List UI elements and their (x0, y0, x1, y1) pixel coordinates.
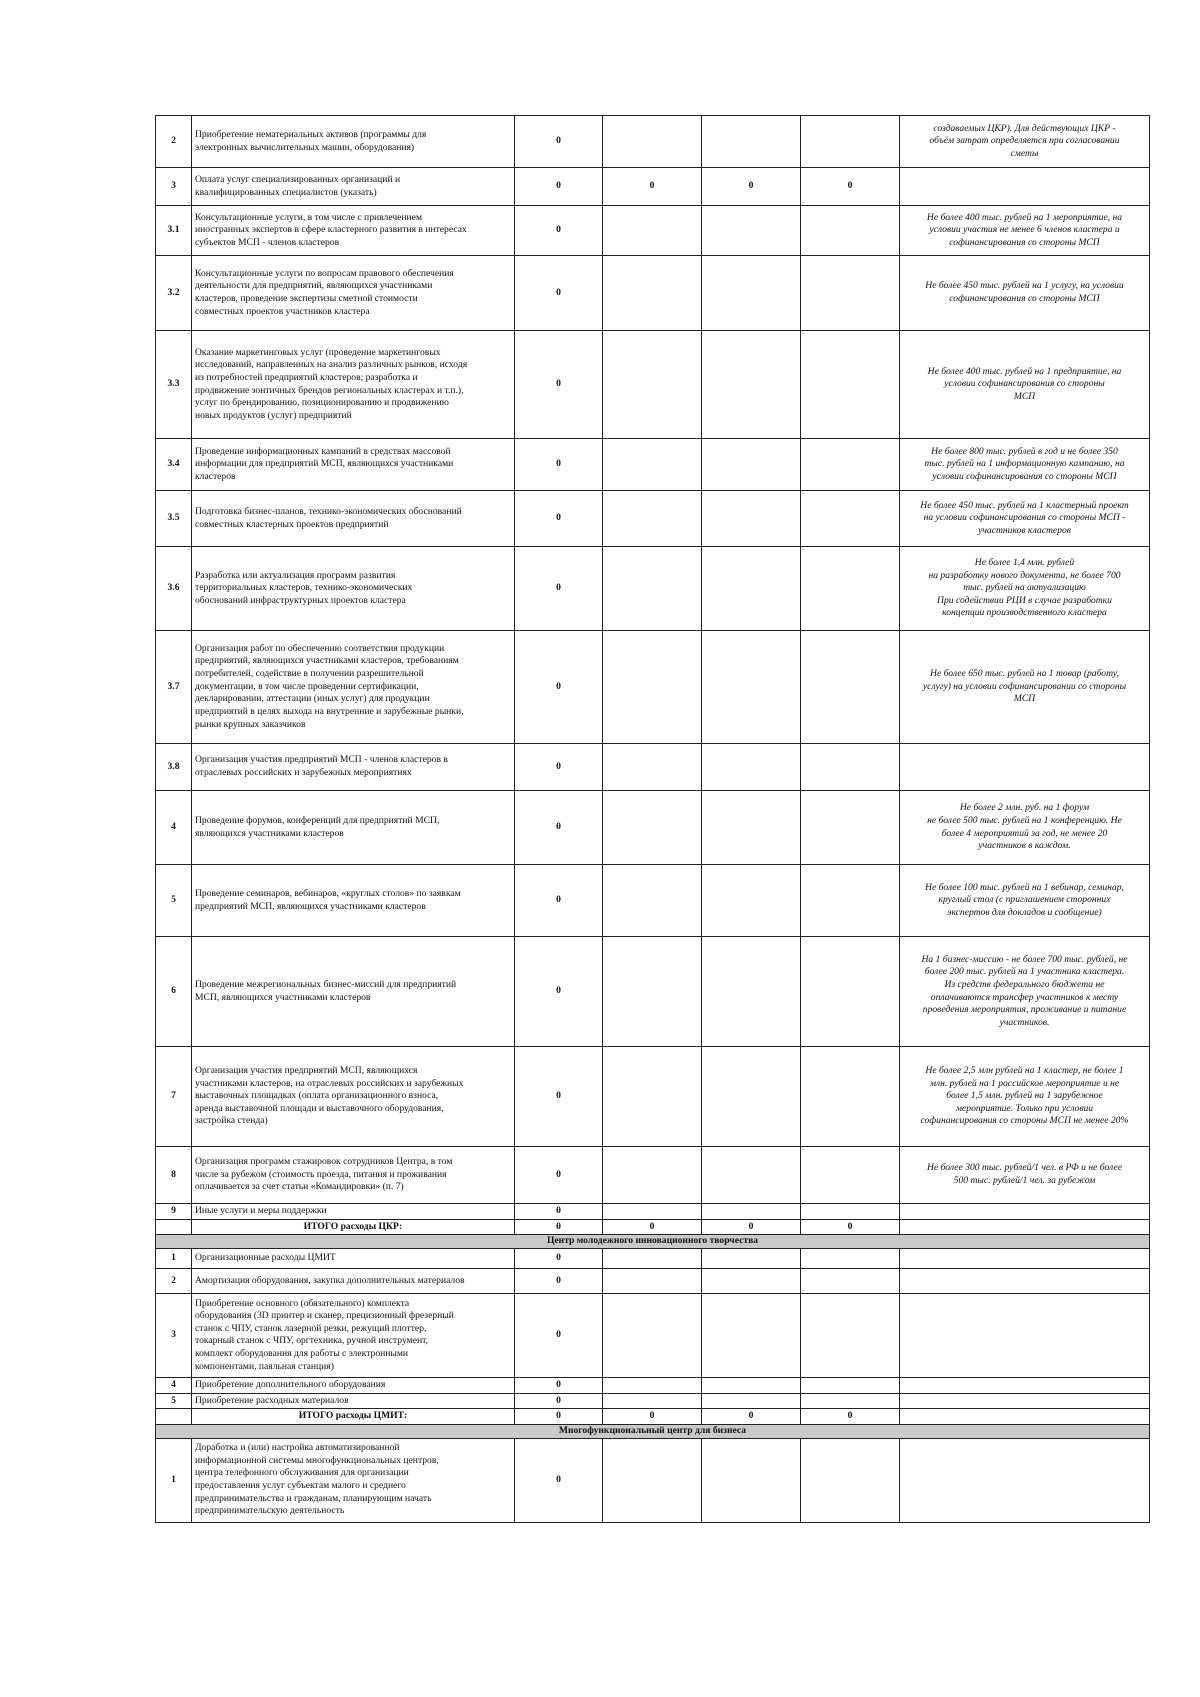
note-text: Не более 400 тыс. рублей на 1 мероприятие, на условии участия не менее 6 членов кластера и софинансирования со стороны МСП (926, 211, 1123, 248)
value-cell (801, 1204, 900, 1220)
value-cell (702, 206, 801, 256)
expense-item-text: Иные услуги и меры поддержки (195, 1205, 327, 1216)
note-cell (900, 1248, 1150, 1268)
table-row (156, 631, 1150, 744)
row-number: 3.2 (156, 256, 192, 331)
total-label: ИТОГО расходы ЦМИТ: (192, 1409, 515, 1425)
note-text: Не более 300 тыс. рублей/1 чел. в РФ и не более 500 тыс. рублей/1 чел. за рубежом (927, 1162, 1122, 1186)
value-cell (801, 1377, 900, 1393)
section-title: Центр молодежного инновационного творчества (156, 1235, 1150, 1249)
expense-item-text: Разработка или актуализация программ развития территориальных кластеров, технико-экономических обоснований инфраструктурных проектов кластера (195, 569, 413, 606)
total-value: 0 (515, 1409, 603, 1425)
note-cell (900, 1438, 1150, 1522)
value-cell (603, 631, 702, 744)
table-row (156, 547, 1150, 631)
value-cell (702, 439, 801, 491)
value-cell: 0 (515, 206, 603, 256)
expense-item-text: Приобретение расходных материалов (195, 1394, 349, 1406)
value-cell: 0 (515, 1268, 603, 1293)
expense-item-name (192, 206, 515, 256)
expense-item-text: Консультационные услуги, в том числе с привлечением иностранных экспертов в сфере кластерного развития в интересах субъектов МСП - членов кластеров (195, 211, 467, 248)
value-cell (603, 1147, 702, 1204)
value-cell (702, 631, 801, 744)
total-value: 0 (801, 1219, 900, 1235)
value-cell: 0 (515, 331, 603, 439)
value-cell (702, 1047, 801, 1147)
expense-item-text: Организация участия предприятий МСП - членов кластеров в отраслевых российских и зарубежных мероприятиях (195, 754, 448, 778)
row-number: 3.8 (156, 744, 192, 791)
row-number: 7 (156, 1047, 192, 1147)
total-value: 0 (702, 1409, 801, 1425)
value-cell (801, 439, 900, 491)
row-number: 2 (156, 116, 192, 168)
note-text: Не более 650 тыс. рублей на 1 товар (работу, услугу) на условии софинансировании со стороны МСП (922, 668, 1127, 705)
value-cell: 0 (515, 1377, 603, 1393)
expense-item-name (192, 631, 515, 744)
total-value: 0 (603, 1409, 702, 1425)
value-cell (603, 491, 702, 547)
value-cell (702, 116, 801, 168)
value-cell (603, 547, 702, 631)
value-cell (801, 1268, 900, 1293)
value-cell (702, 865, 801, 937)
value-cell: 0 (515, 1204, 603, 1220)
value-cell (702, 1293, 801, 1377)
row-number: 5 (156, 1393, 192, 1409)
value-cell: 0 (515, 1248, 603, 1268)
value-cell (702, 331, 801, 439)
value-cell: 0 (515, 547, 603, 631)
expense-item-text: Подготовка бизнес-планов, технико-экономических обоснований совместных кластерных проектов предприятий (195, 505, 462, 530)
expense-item-name (192, 1377, 515, 1393)
total-row (156, 1409, 1150, 1425)
expense-item-name (192, 1204, 515, 1220)
note-text: создаваемых ЦКР). Для действующих ЦКР - объём затрат определяется при согласовании сметы (929, 122, 1120, 159)
expense-item-name (192, 547, 515, 631)
expense-item-name (192, 744, 515, 791)
total-label: ИТОГО расходы ЦКР: (192, 1219, 515, 1235)
table-row (156, 439, 1150, 491)
section-header-row (156, 1235, 1150, 1249)
value-cell: 0 (801, 168, 900, 206)
row-number: 3.4 (156, 439, 192, 491)
row-number: 3.7 (156, 631, 192, 744)
value-cell: 0 (515, 791, 603, 865)
note-text: Не более 400 тыс. рублей на 1 предприятие, на условии софинансирования со стороны МСП (927, 365, 1122, 402)
value-cell (603, 865, 702, 937)
total-note-cell (900, 1409, 1150, 1425)
note-cell (900, 1047, 1150, 1147)
expense-item-text: Проведение межрегиональных бизнес-миссий для предприятий МСП, являющихся участниками кластеров (195, 978, 457, 1003)
note-cell (900, 439, 1150, 491)
value-cell (702, 1377, 801, 1393)
expense-item-text: Организация участия предприятий МСП, являющихся участниками кластеров, на отраслевых российских и зарубежных выставочных площадках (оплата организационного взноса, аренда выставочной площади и выставочного оборудования, застройка стенда) (195, 1064, 464, 1127)
value-cell (603, 1047, 702, 1147)
value-cell (702, 937, 801, 1047)
value-cell (603, 439, 702, 491)
expense-item-name (192, 256, 515, 331)
value-cell (801, 1438, 900, 1522)
expense-item-text: Оказание маркетинговых услуг (проведение маркетинговых исследований, направленных на анализ различных рынков, исходя из потребностей предприятий кластеров; разработка и продвижение зонтичных брендов региональных кластерах и т.п.), услуг по брендированию, позиционированию и продвижению новых продуктов (услуг) предприятий (195, 346, 468, 421)
total-note-cell (900, 1219, 1150, 1235)
expense-item-text: Консультационные услуги по вопросам правового обеспечения деятельности для предприятий, являющихся участниками кластеров, проведение экспертизы сметной стоимости совместных проектов участников кластера (195, 267, 454, 317)
table-row (156, 1248, 1150, 1268)
row-number: 8 (156, 1147, 192, 1204)
expense-item-name (192, 865, 515, 937)
note-text: Не более 2,5 млн рублей на 1 кластер, не более 1 млн. рублей на 1 российское мероприятие и не более 1,5 млн. рублей на 1 зарубежное мероприятие. Только при условии софинансирования со стороны МСП не менее 20% (920, 1064, 1129, 1127)
total-value: 0 (702, 1219, 801, 1235)
note-text: Не более 450 тыс. рублей на 1 услугу, на условии софинансирования со стороны МСП (925, 280, 1124, 304)
table-row (156, 331, 1150, 439)
total-row (156, 1219, 1150, 1235)
section-header-row (156, 1424, 1150, 1438)
value-cell: 0 (515, 491, 603, 547)
value-cell (702, 791, 801, 865)
value-cell (702, 256, 801, 331)
table-row (156, 1293, 1150, 1377)
expense-item-name (192, 1438, 515, 1522)
note-cell (900, 331, 1150, 439)
row-number: 1 (156, 1248, 192, 1268)
value-cell: 0 (515, 865, 603, 937)
note-cell (900, 491, 1150, 547)
expense-item-name (192, 937, 515, 1047)
value-cell: 0 (515, 631, 603, 744)
budget-table (155, 115, 1150, 1523)
value-cell (801, 331, 900, 439)
table-row (156, 1047, 1150, 1147)
row-number: 3.1 (156, 206, 192, 256)
expense-item-text: Амортизация оборудования, закупка дополнительных материалов (195, 1274, 465, 1286)
value-cell (603, 937, 702, 1047)
value-cell: 0 (515, 1047, 603, 1147)
row-number: 2 (156, 1268, 192, 1293)
value-cell: 0 (515, 1293, 603, 1377)
value-cell (801, 116, 900, 168)
note-cell (900, 206, 1150, 256)
table-row (156, 1204, 1150, 1220)
note-cell (900, 1377, 1150, 1393)
value-cell (702, 744, 801, 791)
expense-item-name (192, 1248, 515, 1268)
section-title: Многофункциональный центр для бизнеса (156, 1424, 1150, 1438)
value-cell: 0 (702, 168, 801, 206)
value-cell (603, 206, 702, 256)
value-cell: 0 (515, 1438, 603, 1522)
note-text: Не более 450 тыс. рублей на 1 кластерный проект на условии софинансирования со стороны МСП - участников кластеров (920, 499, 1129, 536)
note-cell (900, 631, 1150, 744)
value-cell (801, 547, 900, 631)
value-cell (801, 1147, 900, 1204)
row-number: 6 (156, 937, 192, 1047)
expense-item-text: Приобретение нематериальных активов (программы для электронных вычислительных машин, оборудования) (195, 128, 427, 153)
row-number: 5 (156, 865, 192, 937)
expense-item-name (192, 168, 515, 206)
value-cell (603, 1293, 702, 1377)
note-cell (900, 1293, 1150, 1377)
value-cell (603, 116, 702, 168)
value-cell: 0 (515, 116, 603, 168)
row-number: 1 (156, 1438, 192, 1522)
row-number: 9 (156, 1204, 192, 1220)
expense-item-text: Проведение семинаров, вебинаров, «круглых столов» по заявкам предприятий МСП, являющихся участниками кластеров (195, 887, 461, 912)
row-number: 3 (156, 1293, 192, 1377)
note-cell (900, 865, 1150, 937)
value-cell (801, 1047, 900, 1147)
row-number: 3.3 (156, 331, 192, 439)
expense-item-name (192, 1293, 515, 1377)
table-row (156, 1377, 1150, 1393)
note-cell (900, 1147, 1150, 1204)
note-text: Не более 800 тыс. рублей в год и не более 350 тыс. рублей на 1 информационную кампанию, на условии софинансирования со стороны МСП (924, 445, 1125, 482)
expense-item-text: Организация работ по обеспечению соответствия продукции предприятий, являющихся участниками кластеров, требованиям потребителей, содействие в получении разрешительной документации, в том числе проведении сертификации, декларировании, аттестации (иных услуг) для продукции предприятий в целях выхода на внутренние и зарубежные рынки, рынки крупных заказчиков (195, 642, 464, 730)
value-cell (702, 491, 801, 547)
expense-item-name (192, 491, 515, 547)
note-cell (900, 937, 1150, 1047)
value-cell (702, 1147, 801, 1204)
table-row (156, 1147, 1150, 1204)
table-row (156, 1393, 1150, 1409)
expense-item-name (192, 116, 515, 168)
value-cell (603, 1204, 702, 1220)
expense-item-name (192, 1047, 515, 1147)
value-cell (801, 491, 900, 547)
value-cell: 0 (603, 168, 702, 206)
expense-item-text: Оплата услуг специализированных организаций и квалифицированных специалистов (указать) (195, 173, 401, 198)
expense-item-name (192, 1393, 515, 1409)
total-num-cell (156, 1219, 192, 1235)
value-cell: 0 (515, 168, 603, 206)
note-text: Не более 1,4 млн. рублей на разработку нового документа, не более 700 тыс. рублей на актуализацию При содействии РЦИ в случае разработки концепции производственного кластера (928, 556, 1121, 619)
table-row (156, 1438, 1150, 1522)
table-row (156, 937, 1150, 1047)
value-cell (603, 1393, 702, 1409)
value-cell: 0 (515, 256, 603, 331)
value-cell (603, 744, 702, 791)
table-row (156, 256, 1150, 331)
value-cell (603, 1248, 702, 1268)
note-text: Не более 100 тыс. рублей на 1 вебинар, семинар, круглый стол (с приглашением сторонних экспертов для докладов и сообщение) (925, 881, 1124, 918)
note-cell (900, 1204, 1150, 1220)
total-num-cell (156, 1409, 192, 1425)
value-cell (801, 744, 900, 791)
total-value: 0 (515, 1219, 603, 1235)
value-cell (702, 1204, 801, 1220)
row-number: 4 (156, 1377, 192, 1393)
table-row (156, 168, 1150, 206)
expense-item-text: Приобретение дополнительного оборудования (195, 1378, 386, 1390)
table-row (156, 491, 1150, 547)
value-cell (702, 547, 801, 631)
note-cell (900, 791, 1150, 865)
note-cell (900, 168, 1150, 206)
value-cell (801, 256, 900, 331)
note-cell (900, 1393, 1150, 1409)
value-cell (603, 1377, 702, 1393)
row-number: 3.5 (156, 491, 192, 547)
value-cell (801, 1248, 900, 1268)
row-number: 3.6 (156, 547, 192, 631)
value-cell (603, 1438, 702, 1522)
expense-item-name (192, 439, 515, 491)
table-row (156, 116, 1150, 168)
value-cell (603, 256, 702, 331)
value-cell (801, 865, 900, 937)
value-cell (702, 1438, 801, 1522)
table-row (156, 865, 1150, 937)
value-cell: 0 (515, 937, 603, 1047)
expense-item-text: Приобретение основного (обязательного) комплекта оборудования (3D принтер и сканер, прецизионный фрезерный станок с ЧПУ, станок лазерной резки, режущий плоттер, токарный станок с ЧПУ, оргтехника, ручной инструмент, комплект оборудования для работы с электронными компонентами, паяльная станция) (195, 1297, 454, 1372)
row-number: 4 (156, 791, 192, 865)
row-number: 3 (156, 168, 192, 206)
note-cell (900, 547, 1150, 631)
table-row (156, 791, 1150, 865)
value-cell: 0 (515, 1393, 603, 1409)
value-cell (801, 791, 900, 865)
note-text: На 1 бизнес-миссию - не более 700 тыс. рублей, не более 200 тыс. рублей на 1 участника кластера. Из средств федерального бюджета не оплачиваются трансфер участников к месту проведения мероприятия, проживание и питание участников. (921, 953, 1128, 1028)
note-cell (900, 1268, 1150, 1293)
expense-item-name (192, 331, 515, 439)
table-row (156, 206, 1150, 256)
expense-item-name (192, 1147, 515, 1204)
table-row (156, 1268, 1150, 1293)
expense-item-text: Проведение форумов, конференций для предприятий МСП, являющихся участниками кластеров (195, 814, 440, 839)
expense-item-text: Организационные расходы ЦМИТ (195, 1252, 336, 1264)
note-cell (900, 116, 1150, 168)
expense-item-text: Организация программ стажировок сотрудников Центра, в том числе за рубежом (стоимость проезда, питания и проживания оплачивается за счет статьи «Командировки» (п. 7) (195, 1156, 453, 1193)
value-cell (702, 1248, 801, 1268)
value-cell (801, 631, 900, 744)
value-cell (801, 1393, 900, 1409)
value-cell: 0 (515, 1147, 603, 1204)
note-cell (900, 744, 1150, 791)
value-cell (603, 331, 702, 439)
value-cell (603, 1268, 702, 1293)
total-value: 0 (801, 1409, 900, 1425)
note-text: Не более 2 млн. руб. на 1 форум не более 500 тыс. рублей на 1 конференцию. Не более 4 мероприятий за год, не менее 20 участников в каждом. (927, 802, 1122, 852)
value-cell: 0 (515, 439, 603, 491)
value-cell (801, 1293, 900, 1377)
table-row (156, 744, 1150, 791)
expense-item-name (192, 1268, 515, 1293)
value-cell (801, 937, 900, 1047)
expense-item-name (192, 791, 515, 865)
value-cell (801, 206, 900, 256)
value-cell (603, 791, 702, 865)
note-cell (900, 256, 1150, 331)
value-cell: 0 (515, 744, 603, 791)
expense-item-text: Проведение информационных кампаний в средствах массовой информации для предприятий МСП, являющихся участниками кластеров (195, 445, 454, 482)
expense-item-text: Доработка и (или) настройка автоматизированной информационной системы многофункциональных центров, центра телефонного обслуживания для организации предоставления услуг субъектам малого и среднего предпринимательства и гражданам, планирующим начать предпринимательскую деятельность (195, 1442, 439, 1517)
value-cell (702, 1268, 801, 1293)
total-value: 0 (603, 1219, 702, 1235)
value-cell (702, 1393, 801, 1409)
